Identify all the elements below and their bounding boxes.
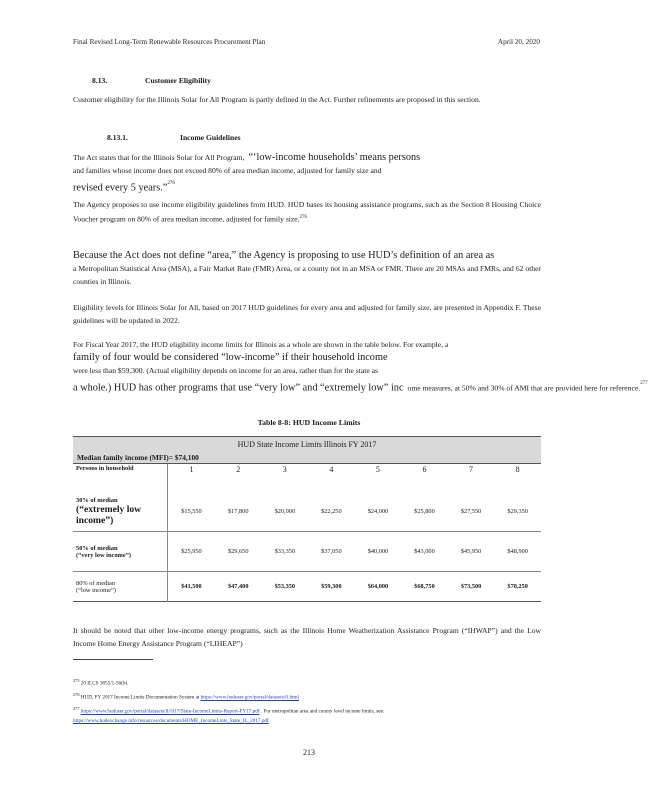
- row-label-pct: 50% of median: [76, 544, 118, 552]
- section-title: Customer Eligibility: [145, 76, 211, 85]
- msa-fmr-text: a Metropolitan Statistical Area (MSA), a Fair Market Rate (FMR) Area, or a county not in an MSA or FMR. There are 20 MSAs and FMRs, and 62 other counties in Illinois.: [73, 264, 541, 286]
- eligibility-paragraph: Customer eligibility for the Illinois Solar for All Program is partly defined in the Act. Further refinements are proposed in this section.: [73, 95, 481, 104]
- value-cell: $43,000: [414, 548, 435, 555]
- value-cell: $20,000: [274, 507, 296, 515]
- row-label: [73, 532, 168, 572]
- persons-3: 3: [282, 465, 287, 474]
- table-caption: Table 8-8: HUD Income Limits: [257, 418, 361, 427]
- persons-2: 2: [236, 465, 241, 474]
- value-cell: $25,950: [181, 548, 202, 555]
- footnote-link[interactable]: https://www.hudexchange.info/resources/documents/HOME_IncomeLmts_State_IL_2017.pdf: [73, 717, 269, 724]
- mfi-value: $74,100: [174, 453, 199, 462]
- value-cell: $25,800: [414, 507, 435, 515]
- running-header-title: Final Revised Long-Term Renewable Resources Procurement Plan: [73, 38, 266, 46]
- value-cell: $53,350: [274, 583, 296, 590]
- eligibility-levels-paragraph: Eligibility levels for Illinois Solar for All, based on 2017 HUD guidelines for every area and adjusted for family size, are presented in Appendix F. These guidelines will be updated in 2022.: [73, 303, 541, 326]
- row-label-desc: (“low income”): [76, 586, 116, 594]
- running-header-date: April 20, 2020: [497, 38, 540, 46]
- mfi-row: [73, 452, 541, 464]
- page-number: 213: [303, 748, 315, 757]
- value-cell: $48,900: [507, 548, 528, 555]
- footnote-link[interactable]: https://www.huduser.gov/portal/datasets/il.html: [200, 694, 299, 701]
- value-cell: $40,000: [367, 548, 389, 555]
- fiscal-year-paragraph: [73, 338, 648, 394]
- section-number: 8.13.: [92, 76, 108, 85]
- value-cell: $17,800: [228, 507, 249, 515]
- low-income-definition-quote: “‘low-income households’ means persons: [248, 152, 421, 163]
- footnote-separator: [73, 659, 153, 660]
- footnote-277: [73, 704, 543, 726]
- value-cell: $27,550: [460, 507, 482, 515]
- subsection-number: 8.13.1.: [107, 133, 128, 142]
- act-statement: The Act states that for the Illinois Solar for All Program,: [73, 153, 245, 162]
- footnote-text: 20 ILCS 3855/1-56(b).: [80, 680, 129, 687]
- value-cell: $22,250: [321, 507, 342, 515]
- persons-4: 4: [329, 465, 334, 474]
- value-cell: $59,300: [321, 583, 342, 590]
- value-cell: $73,500: [460, 583, 482, 590]
- persons-1: 1: [189, 465, 194, 474]
- persons-8: 8: [515, 465, 520, 474]
- value-cell: $37,050: [321, 548, 342, 555]
- persons-6: 6: [422, 465, 427, 474]
- value-cell: $45,950: [460, 548, 482, 555]
- footnote-text: HUD, FY 2017 Income Limits Documentation System at: [80, 694, 201, 701]
- value-cell: $64,000: [367, 583, 389, 590]
- footnote-ref: 277: [640, 381, 648, 386]
- value-cell: $29,650: [228, 548, 249, 555]
- subsection-title: Income Guidelines: [180, 133, 241, 142]
- value-cell: $29,350: [507, 507, 528, 515]
- table-title: HUD State Income Limits Illinois FY 2017: [73, 437, 541, 453]
- persons-5: 5: [375, 465, 380, 474]
- row-label-desc: (“extremely low income”): [76, 503, 142, 526]
- fy-text-2: were less than $59,300. (Actual eligibility depends on income for an area, rather than for the state as: [73, 366, 378, 375]
- hud-income-limits-table: [73, 436, 541, 602]
- value-cell: $33,350: [274, 548, 296, 555]
- family-of-four-example: family of four would be considered “low-income” if their household income: [73, 352, 388, 363]
- row-label: [73, 572, 168, 602]
- footnote-number: 275: [73, 678, 80, 683]
- after-table-paragraph: It should be noted that other low-income energy programs, such as the Illinois Home Weatherization Assistance Program (“IHWAP”) and the Low Income Home Energy Assistance Program (“LIHEAP”): [73, 626, 541, 649]
- value-cell: $78,250: [507, 583, 528, 590]
- row-label-desc: (“very low income”): [76, 551, 132, 559]
- hud-guidelines-paragraph: [73, 198, 541, 226]
- value-cell: $24,000: [367, 507, 389, 515]
- footnote-276: [73, 690, 543, 703]
- footnote-number: 277: [73, 706, 80, 711]
- footnote-ref: 276: [299, 215, 308, 221]
- footnote-275: [73, 676, 543, 689]
- fy-text-1: For Fiscal Year 2017, the HUD eligibility income limits for Illinois as a whole are shown in the table below. For example, a: [73, 340, 449, 349]
- footnote-link[interactable]: https://www.huduser.gov/portal/datasets/il//il17/State-IncomeLimits-Report-FY17.pdf: [80, 708, 260, 715]
- other-programs-text: a whole.) HUD has other programs that use “very low” and “extremely low” inc: [73, 382, 404, 394]
- value-cell: $68,750: [414, 583, 435, 590]
- ami-measures-text: ome measures, at 50% and 30% of AMI that are provided here for reference.: [407, 383, 641, 393]
- value-cell: $47,400: [228, 583, 249, 590]
- footnote-text: . For metropolitan area and county level income limits, see:: [260, 708, 385, 715]
- area-definition-sentence: Because the Act does not define “area,” the Agency is proposing to use HUD’s definition of an area as: [73, 250, 495, 261]
- persons-row: [73, 464, 541, 492]
- row-label: [73, 492, 168, 532]
- area-definition-paragraph: [73, 249, 553, 288]
- footnote-ref: 276: [167, 181, 175, 186]
- definition-line-3: revised every 5 years.”: [73, 182, 168, 194]
- definition-line-2: and families whose income does not exceed 80% of area median income, adjusted for family size and: [73, 166, 382, 175]
- income-definition-paragraph: [73, 149, 553, 194]
- value-cell: $15,550: [181, 507, 202, 515]
- persons-label: Persons in household: [73, 464, 168, 492]
- value-cell: $41,500: [181, 583, 202, 590]
- mfi-label: Median family income (MFI)=: [77, 453, 173, 462]
- row-80-percent: [73, 572, 541, 602]
- row-label-pct: 80% of median: [76, 579, 116, 587]
- row-50-percent: [73, 532, 541, 572]
- persons-7: 7: [469, 465, 474, 474]
- row-30-percent: [73, 492, 541, 532]
- hud-guidelines-text: The Agency proposes to use income eligibility guidelines from HUD. HUD bases its housing assistance programs, such as the Section 8 Housing Choice Voucher program on 80% of area median income, adjusted for family size.: [73, 200, 541, 224]
- footnote-number: 276: [73, 692, 80, 697]
- table-title-row: [73, 437, 541, 453]
- row-label-pct: 30% of median: [76, 496, 118, 504]
